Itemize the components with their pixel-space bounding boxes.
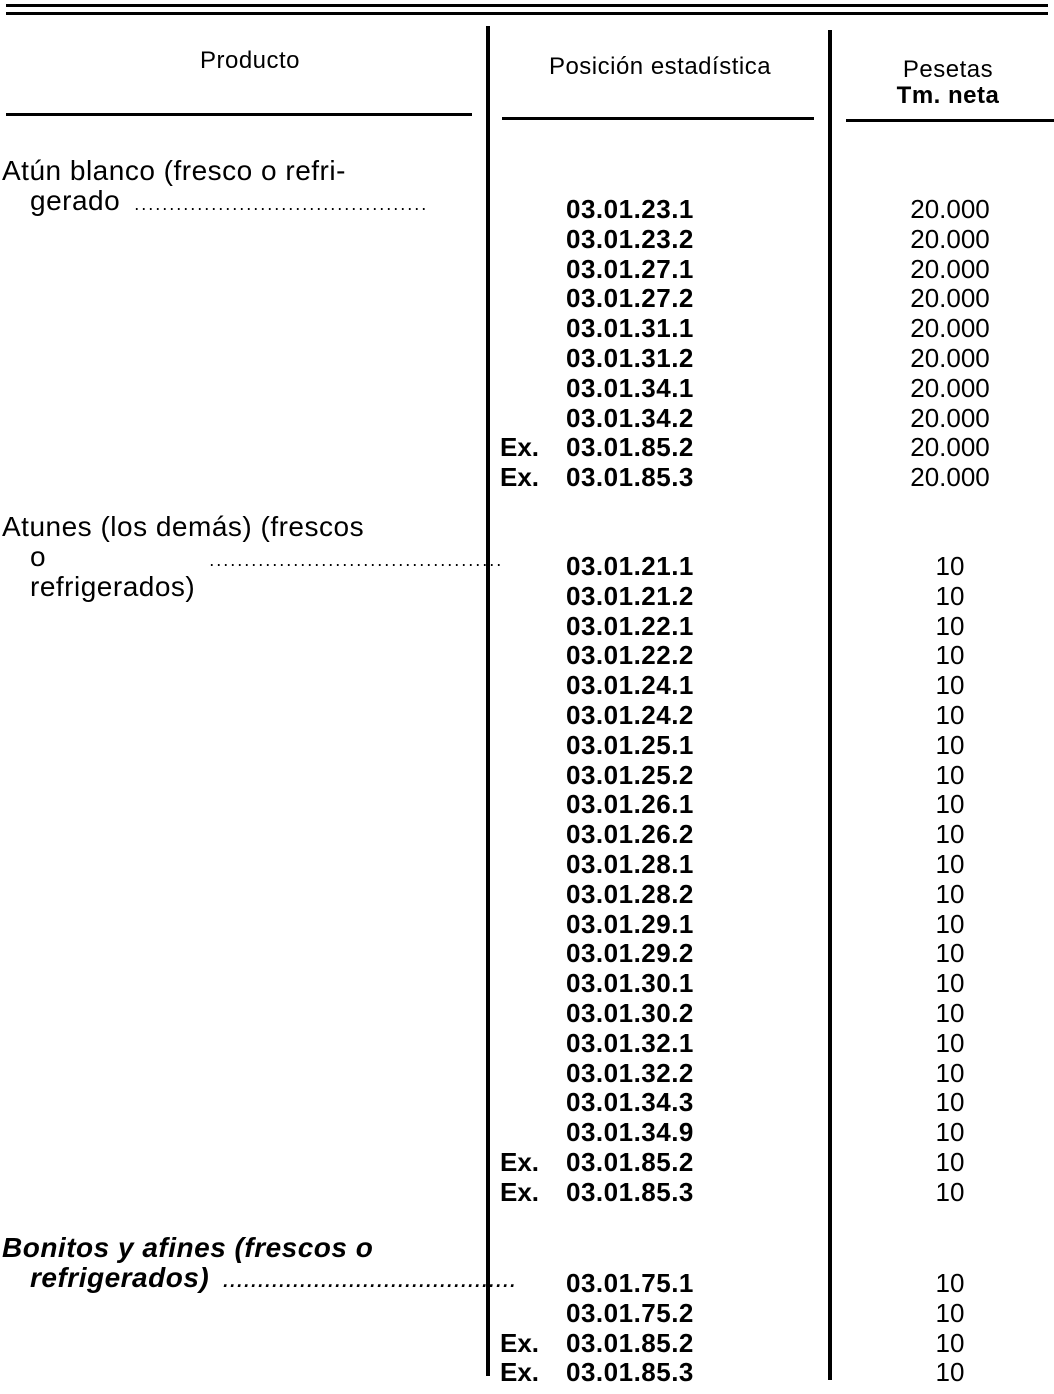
tariff-code: 03.01.23.2 — [566, 224, 694, 254]
table-row — [0, 760, 1054, 790]
tariff-code: 03.01.31.1 — [566, 313, 694, 343]
tariff-code: 03.01.29.1 — [566, 909, 694, 939]
ex-marker: Ex. — [500, 1177, 540, 1207]
table-row — [0, 1298, 1054, 1328]
tariff-code: 03.01.34.9 — [566, 1117, 694, 1147]
price-value: 10 — [935, 1357, 965, 1387]
price-value: 20.000 — [910, 373, 990, 403]
table-row — [0, 1328, 1054, 1358]
table-row — [0, 1357, 1054, 1387]
price-value: 20.000 — [910, 283, 990, 313]
price-value: 10 — [935, 879, 965, 909]
price-value: 10 — [935, 849, 965, 879]
price-value: 10 — [935, 640, 965, 670]
table-row — [0, 581, 1054, 611]
table-row — [0, 998, 1054, 1028]
tariff-code: 03.01.85.2 — [566, 432, 694, 462]
price-value: 10 — [935, 730, 965, 760]
ex-marker: Ex. — [500, 1328, 540, 1358]
ex-marker: Ex. — [500, 432, 540, 462]
table-row — [0, 224, 1054, 254]
tariff-code: 03.01.75.2 — [566, 1298, 694, 1328]
header-underline-pesetas — [846, 119, 1054, 122]
tariff-code: 03.01.25.2 — [566, 760, 694, 790]
tariff-code: 03.01.24.1 — [566, 670, 694, 700]
tariff-code: 03.01.21.1 — [566, 551, 694, 581]
tariff-code: 03.01.22.2 — [566, 640, 694, 670]
table-row — [0, 611, 1054, 641]
table-row — [0, 403, 1054, 433]
table-row — [0, 938, 1054, 968]
tariff-code: 03.01.85.3 — [566, 1177, 694, 1207]
price-value: 10 — [935, 1328, 965, 1358]
price-value: 20.000 — [910, 254, 990, 284]
price-value: 10 — [935, 1058, 965, 1088]
tariff-code: 03.01.32.1 — [566, 1028, 694, 1058]
top-rule-1 — [6, 4, 1048, 7]
price-value: 10 — [935, 1268, 965, 1298]
product-line-2: o refrigerados) — [30, 541, 196, 602]
tariff-code: 03.01.75.1 — [566, 1268, 694, 1298]
table-row — [0, 849, 1054, 879]
tariff-code: 03.01.30.1 — [566, 968, 694, 998]
table-row — [0, 789, 1054, 819]
table-row — [0, 1147, 1054, 1177]
tariff-code: 03.01.22.1 — [566, 611, 694, 641]
table-row — [0, 1117, 1054, 1147]
price-value: 10 — [935, 789, 965, 819]
table-row — [0, 879, 1054, 909]
leader-dots: .......................................... — [134, 194, 429, 214]
tariff-code: 03.01.28.1 — [566, 849, 694, 879]
ex-marker: Ex. — [500, 1357, 540, 1387]
tariff-code: 03.01.85.3 — [566, 1357, 694, 1387]
price-value: 10 — [935, 611, 965, 641]
price-value: 10 — [935, 819, 965, 849]
tariff-code: 03.01.24.2 — [566, 700, 694, 730]
table-row — [0, 551, 1054, 581]
tariff-code: 03.01.85.2 — [566, 1328, 694, 1358]
ex-marker: Ex. — [500, 462, 540, 492]
table-row — [0, 1268, 1054, 1298]
table-row — [0, 909, 1054, 939]
price-value: 20.000 — [910, 224, 990, 254]
ex-marker: Ex. — [500, 1147, 540, 1177]
tariff-code: 03.01.85.3 — [566, 462, 694, 492]
tariff-code: 03.01.26.1 — [566, 789, 694, 819]
price-value: 10 — [935, 581, 965, 611]
tariff-code: 03.01.21.2 — [566, 581, 694, 611]
price-value: 10 — [935, 909, 965, 939]
table-row — [0, 670, 1054, 700]
table-row — [0, 1087, 1054, 1117]
table-row — [0, 730, 1054, 760]
price-value: 10 — [935, 1177, 965, 1207]
tariff-code: 03.01.28.2 — [566, 879, 694, 909]
table-row — [0, 819, 1054, 849]
product-line-1: Bonitos y afines (frescos o — [2, 1232, 374, 1263]
price-value: 10 — [935, 968, 965, 998]
tariff-code: 03.01.34.2 — [566, 403, 694, 433]
price-value: 10 — [935, 938, 965, 968]
price-value: 20.000 — [910, 403, 990, 433]
table-row — [0, 432, 1054, 462]
price-value: 10 — [935, 760, 965, 790]
price-value: 10 — [935, 670, 965, 700]
tariff-code: 03.01.23.1 — [566, 194, 694, 224]
product-line-1: Atún blanco (fresco o refri- — [2, 155, 346, 186]
header-underline-posicion — [502, 117, 814, 120]
price-value: 20.000 — [910, 343, 990, 373]
tariff-code: 03.01.27.2 — [566, 283, 694, 313]
table-row — [0, 283, 1054, 313]
price-value: 10 — [935, 1117, 965, 1147]
price-value: 20.000 — [910, 432, 990, 462]
tariff-code: 03.01.34.3 — [566, 1087, 694, 1117]
price-value: 10 — [935, 998, 965, 1028]
product-line-1: Atunes (los demás) (frescos — [2, 511, 365, 542]
header-pesetas: Pesetas — [902, 56, 994, 83]
table-row — [0, 313, 1054, 343]
table-row — [0, 373, 1054, 403]
table-row — [0, 194, 1054, 224]
price-value: 20.000 — [910, 462, 990, 492]
tariff-code: 03.01.26.2 — [566, 819, 694, 849]
table-row — [0, 254, 1054, 284]
table-row — [0, 462, 1054, 492]
table-row — [0, 1028, 1054, 1058]
tariff-code: 03.01.27.1 — [566, 254, 694, 284]
table-row — [0, 968, 1054, 998]
tariff-code: 03.01.30.2 — [566, 998, 694, 1028]
product-line-2: gerado — [30, 185, 121, 216]
table-row — [0, 343, 1054, 373]
tariff-code: 03.01.34.1 — [566, 373, 694, 403]
table-row — [0, 640, 1054, 670]
header-underline-producto — [6, 113, 472, 116]
table-row — [0, 700, 1054, 730]
tariff-code: 03.01.25.1 — [566, 730, 694, 760]
price-value: 10 — [935, 1028, 965, 1058]
tariff-code: 03.01.31.2 — [566, 343, 694, 373]
price-value: 10 — [935, 551, 965, 581]
leader-dots: .......................................... — [209, 550, 504, 570]
price-value: 10 — [935, 700, 965, 730]
tariff-code: 03.01.29.2 — [566, 938, 694, 968]
tariff-code: 03.01.32.2 — [566, 1058, 694, 1088]
price-value: 20.000 — [910, 313, 990, 343]
price-value: 10 — [935, 1298, 965, 1328]
table-row — [0, 1177, 1054, 1207]
tariff-code: 03.01.85.2 — [566, 1147, 694, 1177]
leader-dots: .......................................... — [223, 1271, 518, 1291]
header-posicion: Posición estadística — [548, 53, 772, 80]
price-value: 10 — [935, 1087, 965, 1117]
top-rule-2 — [6, 12, 1048, 15]
table-row — [0, 1058, 1054, 1088]
header-tm-neta: Tm. neta — [896, 82, 1000, 109]
price-value: 10 — [935, 1147, 965, 1177]
price-value: 20.000 — [910, 194, 990, 224]
header-producto: Producto — [199, 47, 301, 74]
product-line-2: refrigerados) — [30, 1262, 210, 1293]
